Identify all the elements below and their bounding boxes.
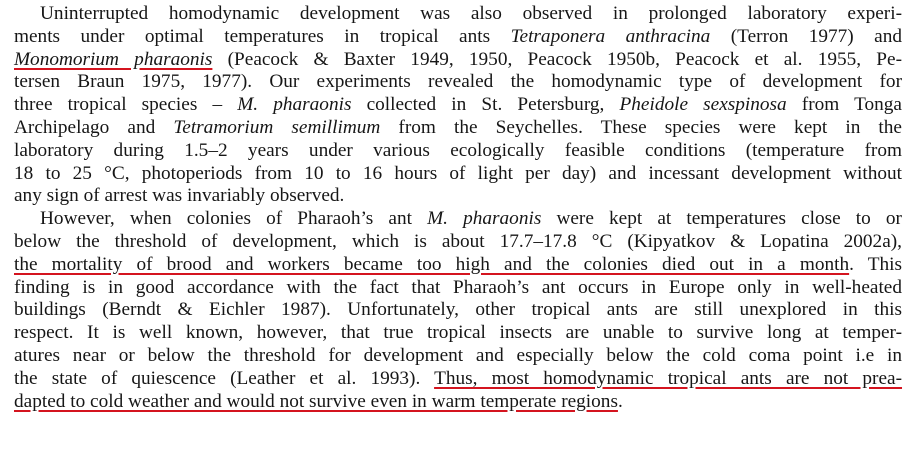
text-segment: However, when colonies of Pharaoh’s ant: [40, 208, 428, 230]
text-line: [14, 117, 902, 140]
text-line: [14, 71, 902, 94]
text-line: [14, 94, 902, 117]
text-line: [14, 254, 902, 277]
text-segment: from the Seychelles. These species were kept in the: [380, 116, 902, 138]
text-segment: (Terron 1977) and: [710, 25, 902, 47]
text-segment: collected in St. Petersburg,: [351, 94, 620, 116]
text-segment: . This: [849, 253, 902, 275]
paragraph-1: [14, 3, 902, 208]
species-name: M. pharaonis: [427, 208, 542, 230]
text-line: [14, 163, 902, 186]
text-line: [14, 391, 902, 414]
text-segment: buildings (Berndt & Eichler 1987). Unfortunately, other tropical ants are still unexplored in this: [14, 299, 902, 321]
species-name: Tetramorium semillimum: [173, 116, 381, 138]
text-segment: .: [617, 390, 623, 412]
text-segment: ments under optimal temperatures in tropical ants: [14, 25, 511, 47]
text-line: [14, 26, 902, 49]
text-line: [14, 208, 902, 231]
underlined-highlight: Thus, most homodynamic tropical ants are not prea-: [434, 367, 903, 389]
text-segment: laboratory during 1.5–2 years under various ecologically feasible conditions (temperature from: [14, 139, 902, 161]
text-segment: the state of quiescence (Leather et al. 1993).: [14, 367, 435, 389]
text-line: [14, 140, 902, 163]
text-line: [14, 368, 902, 391]
text-segment: finding is in good accordance with the fact that Pharaoh’s ant occurs in Europe only in well-heated: [14, 276, 902, 298]
text-segment: from Tonga: [786, 94, 902, 116]
document-text: [14, 3, 902, 413]
text-segment: tersen Braun 1975, 1977). Our experiments revealed the homodynamic type of development for: [14, 71, 902, 93]
underlined-highlight: dapted to cold weather and would not survive even in warm temperate regions: [14, 390, 618, 412]
text-line: [14, 299, 902, 322]
text-line: [14, 185, 902, 208]
text-segment: any sign of arrest was invariably observed.: [14, 185, 345, 207]
text-segment: (Peacock & Baxter 1949, 1950, Peacock 1950b, Peacock et al. 1955, Pe-: [212, 48, 902, 70]
text-segment: three tropical species –: [14, 94, 238, 116]
species-name: Pheidole sexspinosa: [619, 94, 787, 116]
paragraph-2: [14, 208, 902, 413]
text-segment: atures near or below the threshold for development and especially below the cold coma point i.e in: [14, 344, 902, 366]
species-name: M. pharaonis: [237, 94, 352, 116]
text-segment: Uninterrupted homodynamic development was also observed in prolonged laboratory experi-: [40, 3, 902, 24]
underlined-highlight: the mortality of brood and workers became too high and the colonies died out in a month: [14, 253, 850, 275]
text-segment: were kept at temperatures close to or: [541, 208, 902, 230]
text-segment: respect. It is well known, however, that true tropical insects are unable to survive long at temper-: [14, 322, 902, 344]
text-line: [14, 345, 902, 368]
text-segment: below the threshold of development, which is about 17.7–17.8 °C (Kipyatkov & Lopatina 2002a),: [14, 230, 902, 252]
underlined-highlight: Monomorium pharaonis: [14, 48, 213, 70]
species-name: Tetraponera anthracina: [510, 25, 711, 47]
text-segment: Archipelago and: [14, 116, 174, 138]
text-segment: 18 to 25 °C, photoperiods from 10 to 16 hours of light per day) and incessant development without: [14, 162, 902, 184]
text-line: [14, 322, 902, 345]
text-line: [14, 231, 902, 254]
text-line: [14, 49, 902, 72]
text-line: [14, 277, 902, 300]
text-line: [14, 3, 902, 26]
